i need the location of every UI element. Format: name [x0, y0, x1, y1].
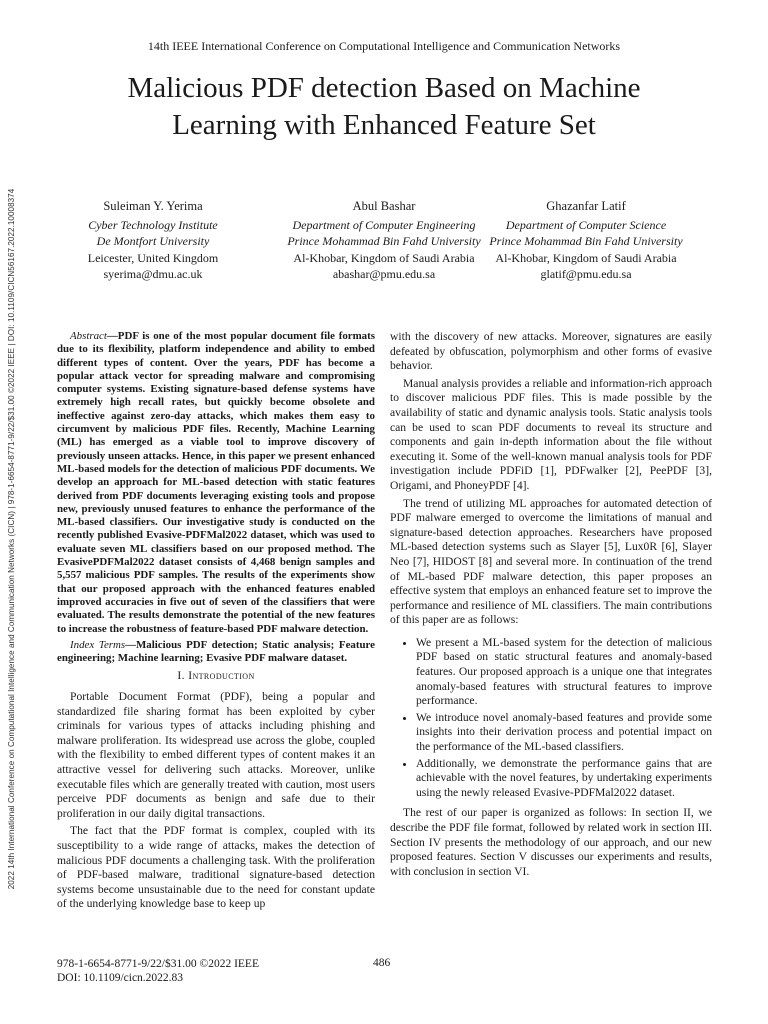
- author-location: Leicester, United Kingdom: [87, 250, 219, 265]
- contributions-list: [390, 636, 712, 801]
- author-institution: Prince Mohammad Bin Fahd University: [287, 234, 481, 248]
- closing-paragraph: The rest of our paper is organized as follows: In section II, we describe the PDF file format, followed by related work in section III. Section IV presents the methodology of our approach, and our new proposed features. Section V discusses our experiments and results, with conclusion in section VI.: [390, 806, 712, 878]
- author-institution: De Montfort University: [96, 234, 210, 248]
- author-department: Department of Computer Science: [505, 217, 667, 232]
- author-name: Suleiman Y. Yerima: [103, 199, 203, 213]
- author-department: Cyber Technology Institute: [88, 217, 218, 232]
- author-email[interactable]: glatif@pmu.edu.sa: [540, 267, 632, 281]
- author-location: Al-Khobar, Kingdom of Saudi Arabia: [495, 250, 677, 265]
- section-heading-introduction: I. Introduction: [177, 669, 255, 683]
- index-terms-text: —Malicious PDF detection; Static analysis; Feature engineering; Machine learning; Evasive PDF malware dataset.: [57, 638, 375, 665]
- side-doi-identifier: 2022 14th International Conference on Computational Intelligence and Communication Networks (CICN) | 978-1-6654-8771-9/22/$31.00 ©2022 IEEE | DOI: 10.1109/CICN56167.2022.10008374: [7, 188, 16, 890]
- continuation-paragraph: with the discovery of new attacks. Moreover, signatures are easily defeated by obfuscation, polymorphism and other forms of evasive behavior.: [390, 330, 712, 373]
- index-terms: [57, 639, 375, 666]
- list-item: • Additionally, we demonstrate the performance gains that are achievable with the novel features, by undertaking experiments using the newly released Evasive-PDFMal2022 dataset.: [416, 757, 712, 801]
- abstract: [57, 330, 375, 636]
- author-department: Department of Computer Engineering: [292, 217, 476, 232]
- author-email[interactable]: abashar@pmu.edu.sa: [332, 267, 436, 281]
- footer-copyright: [57, 957, 259, 985]
- list-item: • We present a ML-based system for the detection of malicious PDF based on static structural features and anomaly-based features. Our proposed approach is a unique one that integrates anomaly-based features with structural features to improve performance.: [416, 636, 712, 709]
- intro-paragraph: The fact that the PDF format is complex, coupled with its susceptibility to a wide range of attacks, makes the detection of malicious PDF documents a challenging task. With the proliferation of PDF-based malware, traditional signature-based detection systems become unsustainable due to the need for constant update of the underlying knowledge base to keep up: [57, 824, 375, 911]
- body-paragraph: The trend of utilizing ML approaches for automated detection of PDF malware emerged to overcome the limitations of manual and signature-based detection approaches. Researchers have proposed ML-based detection systems such as Slayer [5], Lux0R [6], Slayer Neo [7], HIDOST [8] and several more. In continuation of the trend of ML-based PDF malware detection, this paper proposes an effective system that employs an enhanced feature set to improve the performance and resilience of ML classifiers. The main contributions of this paper are as follows:: [390, 496, 712, 627]
- author-block-3: [461, 198, 711, 283]
- author-email[interactable]: syerima@dmu.ac.uk: [103, 267, 203, 281]
- list-item: • We introduce novel anomaly-based features and provide some insights into their derivation process and potential impact on the performance of the ML-based classifiers.: [416, 711, 712, 755]
- index-terms-lead: Index Terms: [70, 638, 126, 651]
- paper-title: Malicious PDF detection Based on Machine Learning with Enhanced Feature Set: [127, 72, 641, 141]
- author-name: Ghazanfar Latif: [546, 199, 626, 213]
- right-column: [390, 330, 712, 882]
- author-block-1: [28, 198, 278, 283]
- author-name: Abul Bashar: [352, 199, 416, 213]
- author-institution: Prince Mohammad Bin Fahd University: [489, 234, 683, 248]
- conference-header: 14th IEEE International Conference on Computational Intelligence and Communication Networks: [147, 39, 621, 53]
- footer-doi: DOI: 10.1109/cicn.2022.83: [57, 972, 184, 984]
- footer-isbn: 978-1-6654-8771-9/22/$31.00 ©2022 IEEE: [57, 958, 259, 970]
- abstract-text: —PDF is one of the most popular document file formats due to its flexibility, platform independence and ability to embed different types of content. Over the years, PDF has become a popular attack vector for spreading malware and compromising computer systems. Existing signature-based defense systems have extremely high recall rates, but quickly become obsolete and ineffective against zero-day attacks, which makes them easy to circumvent by malicious PDF files. Recently, Machine Learning (ML) has emerged as a viable tool to improve discovery of previously unseen attacks. Hence, in this paper we present enhanced ML-based models for the detection of malicious PDF documents. We develop an approach for ML-based detection with static features derived from PDF documents leveraging existing tools and propose new, previously unused features to enhance the performance of the ML-based classifiers. Our investigative study is conducted on the recently published Evasive-PDFMal2022 dataset, which was used to evaluate seven ML classifiers based on our proposed method. The EvasivePDFMal2022 dataset consists of 4,468 benign samples and 5,557 malicious PDF samples. The results of the experiments show that our proposed approach with the enhanced features enabled improved accuracies in five out of seven of the classifiers that were evaluated. The results demonstrate the potential of the new features to increase the robustness of feature-based PDF malware detection.: [57, 330, 375, 635]
- page-number: 486: [373, 957, 391, 969]
- left-column: [57, 330, 375, 915]
- intro-paragraph: Portable Document Format (PDF), being a popular and standardized file sharing format has been exploited by cyber criminals for various types of attacks including phishing and malware proliferation. Its widespread use across the globe, coupled with the flexibility to embed different types of content makes it an attractive vessel for delivering such attacks. Moreover, unlike executable files which are generally treated with caution, most users perceive PDF documents as benign and safe due to their proliferation in our daily digital transactions.: [57, 690, 375, 820]
- abstract-lead: Abstract: [70, 330, 107, 342]
- body-paragraph: Manual analysis provides a reliable and information-rich approach to discover malicious PDF files. This is made possible by the availability of static and dynamic analysis tools. Static analysis tools can be used to scan PDF documents to reveal its structure and components and gain in-depth information about the file without executing it. Some of the well-known manual analysis tools for PDF investigation include PDFiD [1], PDFwalker [2], PeePDF [3], Origami, and PhoneyPDF [4].: [390, 376, 712, 492]
- author-location: Al-Khobar, Kingdom of Saudi Arabia: [293, 250, 475, 265]
